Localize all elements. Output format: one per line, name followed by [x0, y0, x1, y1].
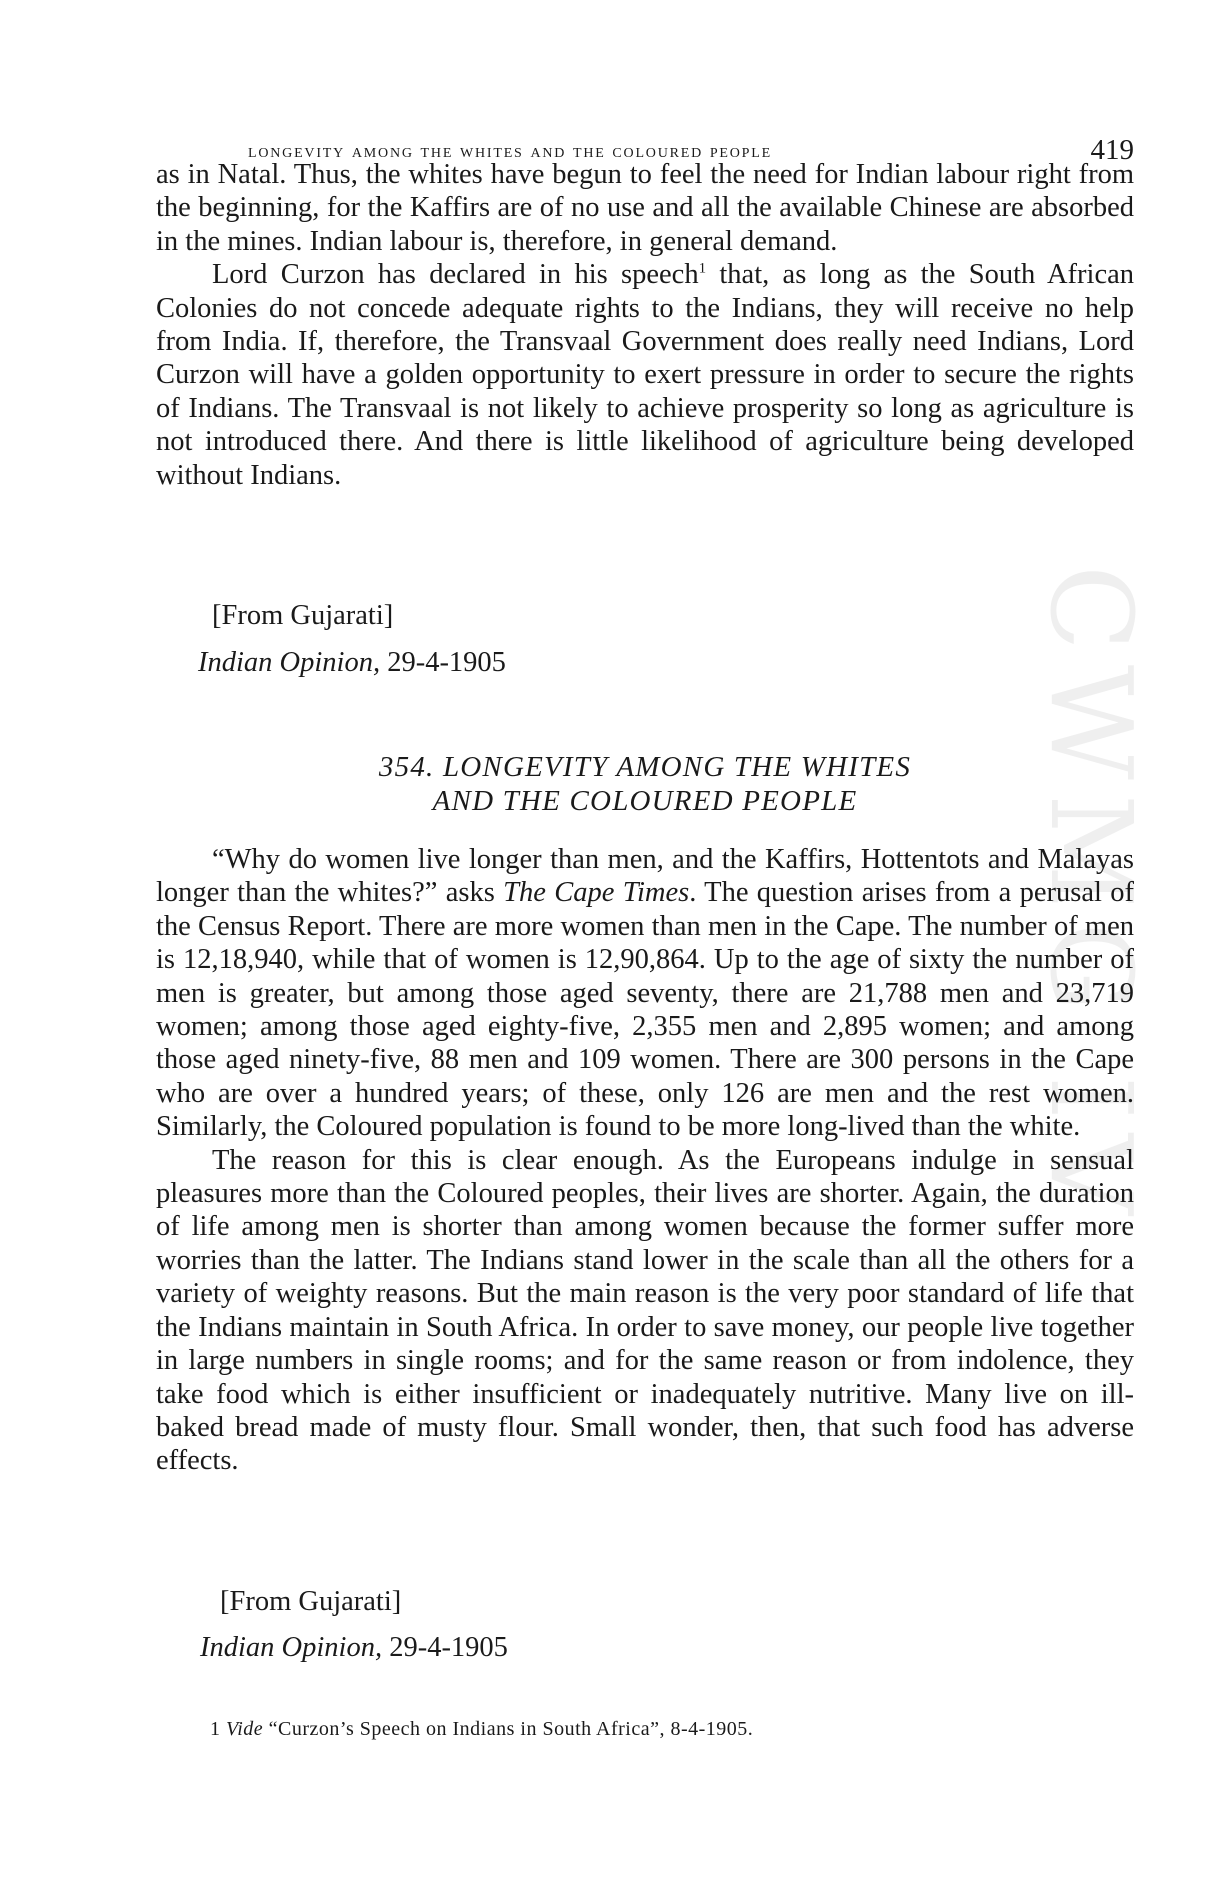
paragraph-text: Lord Curzon has declared in his speech: [212, 259, 699, 291]
footnote: [210, 1716, 753, 1742]
source-language: [From Gujarati]: [220, 1586, 402, 1617]
source-publication: Indian Opinion,: [200, 1632, 383, 1663]
page-number: 419: [1090, 134, 1134, 166]
footnote-reference: 1: [698, 260, 707, 277]
previous-article-body: [156, 158, 1134, 492]
article-heading-line: [156, 750, 1134, 784]
footnote-number: 1: [210, 1718, 221, 1740]
paragraph-text: that, as long as the South African Colonies do not concede adequate rights to the Indians, they will receive no help from India. If, therefore, the Transvaal Government does really need Indians, Lord Curzon will have a golden opportunity to exert pressure in order to secure the rights of Indians. The Transvaal is not likely to achieve prosperity so long as agriculture is not introduced there. And there is little likelihood of agriculture being developed without Indians.: [156, 259, 1134, 491]
paragraph: as in Natal. Thus, the whites have begun to feel the need for Indian labour right from the beginning, for the Kaffirs are of no use and all the available Chinese are absorbed in the mines. Indian labour is, therefore, in general demand.: [156, 159, 1134, 257]
article-heading: [156, 750, 1134, 818]
source-date: 29-4-1905: [389, 1632, 508, 1663]
article-title-line-2: AND THE COLOURED PEOPLE: [432, 785, 858, 817]
article-number: 354.: [378, 751, 435, 783]
paragraph: [156, 843, 1134, 1144]
article-body: [156, 843, 1134, 1478]
watermark-text: CWMG IV: [1025, 565, 1155, 1229]
source-publication: Indian Opinion,: [198, 647, 381, 678]
source-citation: [200, 1631, 508, 1664]
running-title: longevity among the whites and the coloured people: [248, 140, 772, 162]
paragraph: [156, 258, 1134, 492]
source-language: [From Gujarati]: [212, 600, 394, 631]
footnote-vide: Vide: [226, 1718, 264, 1740]
source-date: 29-4-1905: [387, 647, 506, 678]
paragraph-text: “Why do women live longer than men, and the Kaffirs, Hottentots and Malayas longer than the whites?” asks: [156, 844, 1134, 909]
newspaper-title: The Cape Times: [503, 877, 690, 909]
source-citation: [198, 646, 506, 679]
paragraph: The reason for this is clear enough. As the Europeans indulge in sensual pleasures more than the Coloured peoples, their lives are shorter. Again, the duration of life among men is shorter than among women because the former suffer more worries than the latter. The Indians stand lower in the scale than all the others for a variety of weighty reasons. But the main reason is the very poor standard of life that the Indians maintain in South Africa. In order to save money, our people live together in large numbers in single rooms; and for the same reason or from indolence, they take food which is either insufficient or inadequately nutritive. Many live on ill-baked bread made of musty flour. Small wonder, then, that such food has adverse effects.: [156, 1144, 1134, 1477]
article-title-line-1: LONGEVITY AMONG THE WHITES: [442, 751, 912, 783]
footnote-text: “Curzon’s Speech on Indians in South Africa”, 8-4-1905.: [268, 1718, 754, 1740]
paragraph-text: . The question arises from a perusal of the Census Report. There are more women than men in the Cape. The number of men is 12,18,940, while that of women is 12,90,864. Up to the age of sixty the number of men is greater, but among those aged seventy, there are 21,788 men and 23,719 women; among those aged eighty-five, 2,355 men and 2,895 women; and among those aged ninety-five, 88 men and 109 women. There are 300 persons in the Cape who are over a hundred years; of these, only 126 are men and the rest women. Similarly, the Coloured population is found to be more long-lived than the white.: [156, 877, 1134, 1143]
